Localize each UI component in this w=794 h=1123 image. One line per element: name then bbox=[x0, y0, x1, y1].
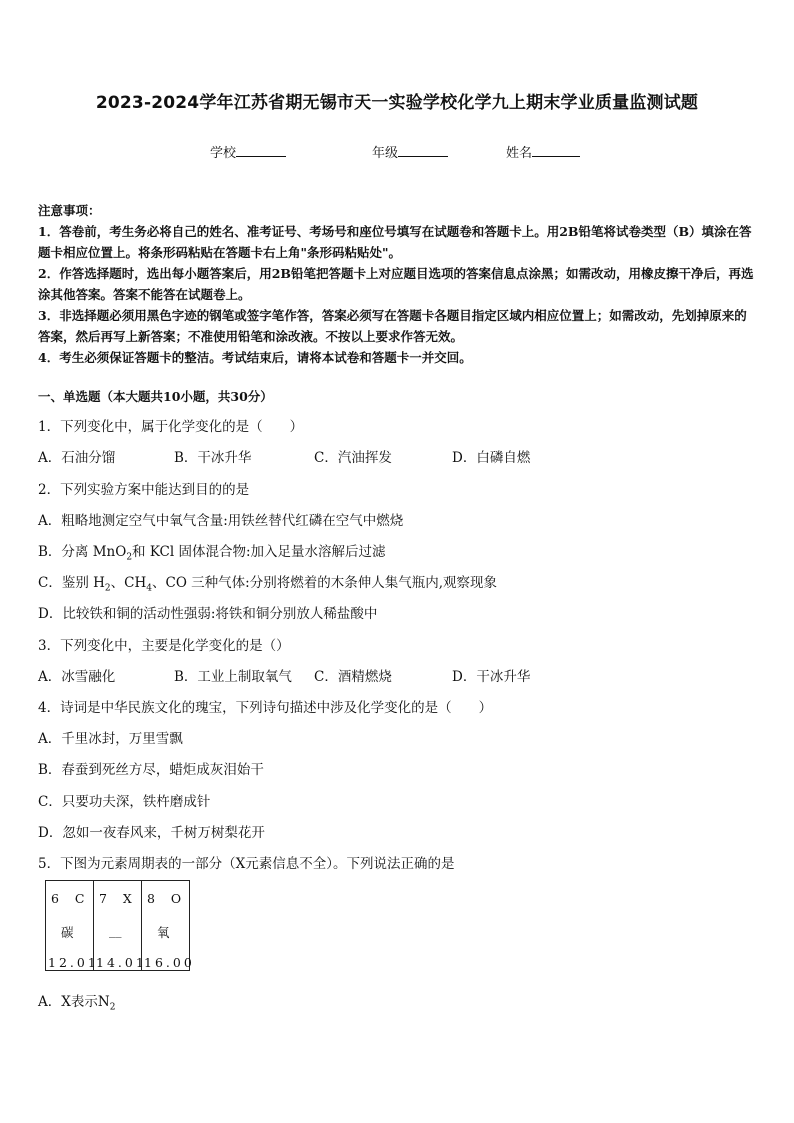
q2-b-text: B．分离 MnO bbox=[38, 544, 127, 560]
q2-option-b bbox=[38, 540, 386, 563]
q4-option-a: A．千里冰封，万里雪飘 bbox=[38, 731, 183, 747]
q5-a-subscript: 2 bbox=[109, 1002, 116, 1013]
section-heading: 一、单选题（本大题共10小题，共30分） bbox=[38, 389, 273, 404]
q2-option-a: A．粗略地测定空气中氧气含量:用铁丝替代红磷在空气中燃烧 bbox=[38, 513, 404, 529]
question-1-stem: 1．下列变化中，属于化学变化的是（ ） bbox=[38, 419, 304, 435]
school-blank bbox=[236, 144, 286, 157]
q1-option-d: D．白磷自燃 bbox=[452, 450, 531, 466]
notice-heading: 注意事项： bbox=[38, 203, 101, 218]
q2-option-c bbox=[38, 571, 497, 594]
notice-item: 2．作答选择题时，选出每小题答案后，用2B铅笔把答题卡上对应题目选项的答案信息点涂黑；如需改动，用橡皮擦干净后，再选涂其他答案。答案不能答在试题卷上。 bbox=[38, 266, 754, 302]
element-number-symbol: 6 C bbox=[51, 891, 91, 906]
grade-blank bbox=[398, 144, 448, 157]
element-name: 氧 bbox=[157, 925, 170, 940]
grade-label: 年级 bbox=[372, 146, 399, 161]
q2-c-subscript: 4 bbox=[146, 583, 152, 594]
school-field bbox=[210, 142, 286, 161]
q3-option-a: A．冰雪融化 bbox=[38, 669, 116, 685]
name-label: 姓名 bbox=[506, 146, 533, 161]
question-4-stem: 4．诗词是中华民族文化的瑰宝，下列诗句描述中涉及化学变化的是（ ） bbox=[38, 700, 493, 716]
element-mass: 14.01 bbox=[96, 955, 147, 970]
q5-option-a bbox=[38, 990, 115, 1013]
q1-option-a: A．石油分馏 bbox=[38, 450, 116, 466]
question-5-stem: 5．下图为元素周期表的一部分（X元素信息不全）。下列说法正确的是 bbox=[38, 856, 455, 872]
q2-c-text: C．鉴别 H bbox=[38, 575, 105, 591]
q4-option-b: B．春蚕到死丝方尽，蜡炬成灰泪始干 bbox=[38, 762, 264, 778]
q1-option-b: B．干冰升华 bbox=[174, 450, 252, 466]
element-name-blank: __ bbox=[109, 923, 122, 938]
q2-b-text: 和 KCl 固体混合物:加入足量水溶解后过滤 bbox=[132, 544, 386, 560]
element-cell-carbon bbox=[46, 881, 99, 971]
q2-option-d: D．比较铁和铜的活动性强弱:将铁和铜分别放人稀盐酸中 bbox=[38, 606, 378, 622]
name-field bbox=[506, 142, 580, 161]
element-mass: 16.00 bbox=[144, 955, 195, 970]
q2-c-text: 、CO 三种气体:分别将燃着的木条伸人集气瓶内,观察现象 bbox=[151, 575, 498, 591]
q1-option-c: C．汽油挥发 bbox=[314, 450, 392, 466]
school-label: 学校 bbox=[210, 146, 237, 161]
element-cell-x bbox=[94, 881, 147, 971]
notice-block bbox=[38, 200, 758, 368]
q2-c-subscript: 2 bbox=[104, 583, 111, 594]
q3-option-b: B．工业上制取氧气 bbox=[174, 669, 292, 685]
question-3-stem: 3．下列变化中，主要是化学变化的是（） bbox=[38, 638, 290, 654]
q3-option-c: C．酒精燃烧 bbox=[314, 669, 392, 685]
q4-option-d: D．忽如一夜春风来，千树万树梨花开 bbox=[38, 825, 265, 841]
q4-option-c: C．只要功夫深，铁杵磨成针 bbox=[38, 794, 211, 810]
notice-item: 3．非选择题必须用黑色字迹的钢笔或签字笔作答，答案必须写在答题卡各题目指定区域内相应位置上；如需改动，先划掉原来的答案，然后再写上新答案；不准使用铅笔和涂改液。不按以上要求作答无效。 bbox=[38, 308, 747, 344]
name-blank bbox=[532, 144, 580, 157]
q2-b-subscript: 2 bbox=[126, 552, 133, 563]
page-title: 2023-2024学年江苏省期无锡市天一实验学校化学九上期末学业质量监测试题 bbox=[95, 93, 699, 113]
q5-a-text: A．X表示N bbox=[38, 994, 110, 1010]
q3-option-d: D．干冰升华 bbox=[452, 669, 531, 685]
question-2-stem: 2．下列实验方案中能达到目的的是 bbox=[38, 482, 250, 498]
element-cell-oxygen bbox=[142, 881, 195, 971]
grade-field bbox=[372, 142, 448, 161]
element-name: 碳 bbox=[61, 925, 74, 940]
element-number-symbol: 8 O bbox=[147, 891, 188, 906]
q2-c-text: 、CH bbox=[110, 575, 147, 591]
periodic-table-fragment bbox=[45, 880, 195, 971]
element-mass: 12.01 bbox=[48, 955, 99, 970]
element-number-symbol: 7 X bbox=[99, 891, 138, 906]
notice-item: 4．考生必须保证答题卡的整洁。考试结束后，请将本试卷和答题卡一并交回。 bbox=[38, 350, 472, 365]
notice-item: 1．答卷前，考生务必将自己的姓名、准考证号、考场号和座位号填写在试题卷和答题卡上。用2B铅笔将试卷类型（B）填涂在答题卡相应位置上。将条形码粘贴在答题卡右上角"条形码粘贴处"。 bbox=[38, 224, 752, 260]
